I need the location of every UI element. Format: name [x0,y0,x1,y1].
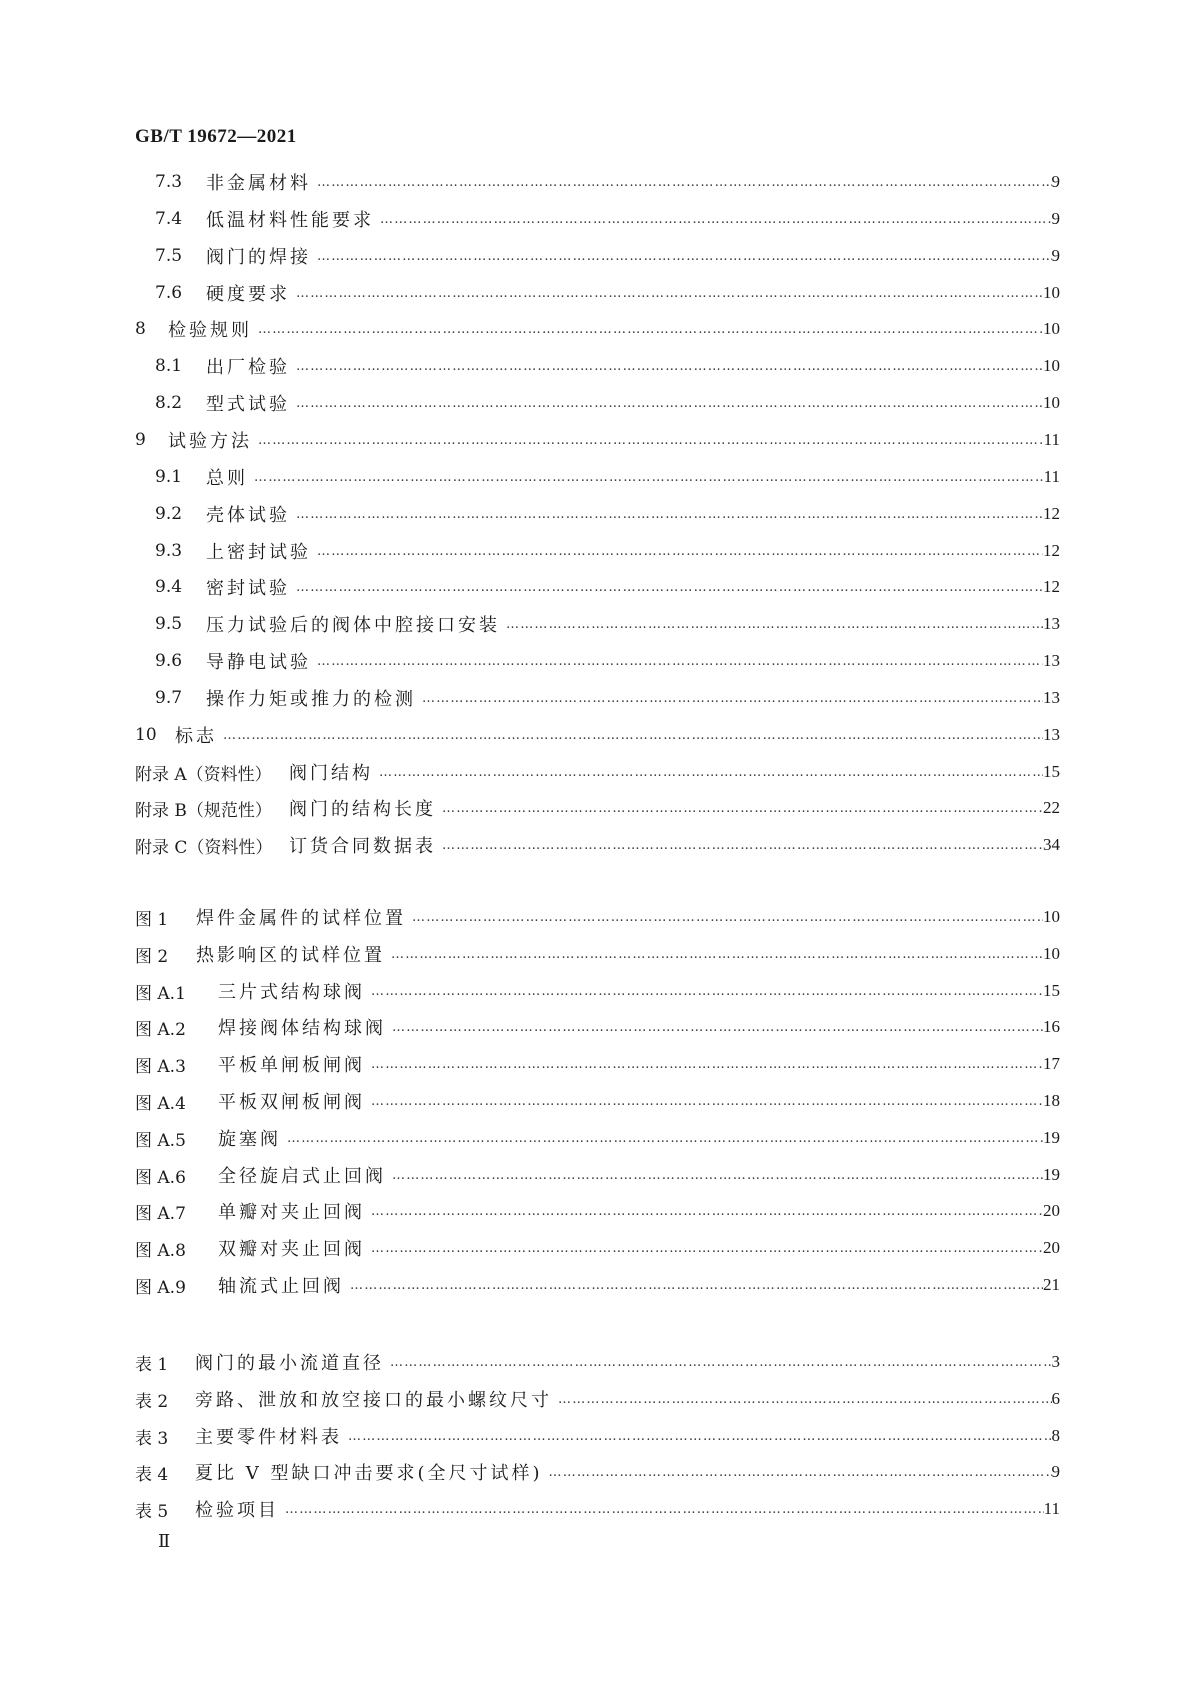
leader-dots [252,322,1043,337]
leader-dots [311,544,1043,559]
entry-number: 9.6 [155,651,183,671]
leader-dots [500,617,1043,632]
entry-number: 9.2 [155,504,183,524]
figure-entry[interactable] [135,1049,1060,1079]
leader-dots [311,175,1052,190]
entry-title: 夏比 V 型缺口冲击要求(全尺寸试样) [195,1463,543,1484]
figure-entry[interactable] [135,1233,1060,1263]
table-entry[interactable] [135,1457,1060,1487]
entry-title: 导静电试验 [206,652,311,673]
entry-page-number: 8 [1051,1426,1060,1445]
entry-title: 非金属材料 [206,173,311,194]
entry-title: 低温材料性能要求 [206,210,374,231]
entry-title: 平板双闸板闸阀 [218,1092,365,1113]
contents-entry[interactable] [155,351,1060,381]
figure-entry[interactable] [135,902,1060,932]
entry-page-number: 12 [1043,504,1060,523]
leader-dots [365,1057,1043,1072]
leader-dots [386,1020,1043,1035]
entry-number: 附录 B（规范性） [135,800,272,821]
entry-title: 检验项目 [195,1500,279,1521]
entry-title: 旁路、泄放和放空接口的最小螺纹尺寸 [195,1390,552,1411]
leader-dots [384,1355,1052,1370]
entry-page-number: 9 [1051,1462,1060,1481]
entry-title: 三片式结构球阀 [218,982,365,1003]
contents-entry[interactable] [155,499,1060,529]
entry-number: 9.3 [155,541,183,561]
contents-entry[interactable] [155,646,1060,676]
entry-page-number: 10 [1043,393,1060,412]
entry-number: 表 5 [135,1501,169,1522]
entry-page-number: 10 [1043,319,1060,338]
entry-number: 表 4 [135,1464,169,1485]
figure-entry[interactable] [135,976,1060,1006]
leader-dots [373,765,1043,780]
entry-number: 9.1 [155,467,183,487]
entry-page-number: 13 [1043,688,1060,707]
entry-number: 7.5 [155,246,183,266]
entry-page-number: 9 [1051,172,1060,191]
leader-dots [365,984,1043,999]
table-entry[interactable] [135,1421,1060,1451]
leader-dots [290,286,1043,301]
entry-title: 阀门的结构长度 [289,799,436,820]
entry-title: 焊接阀体结构球阀 [218,1018,386,1039]
contents-entry[interactable] [155,572,1060,602]
entry-page-number: 21 [1043,1275,1060,1294]
leader-dots [290,580,1043,595]
table-entry[interactable] [135,1384,1060,1414]
leader-dots [248,470,1044,485]
leader-dots [385,947,1043,962]
entry-page-number: 9 [1051,246,1060,265]
entry-number: 7.6 [155,283,183,303]
entry-number: 图 A.9 [135,1277,186,1298]
entry-number: 附录 A（资料性） [135,764,272,785]
entry-number: 7.3 [155,172,183,192]
standard-code: GB/T 19672—2021 [135,126,297,147]
entry-page-number: 20 [1043,1238,1060,1257]
figure-entry[interactable] [135,1270,1060,1300]
entry-number: 8.2 [155,393,183,413]
entry-title: 压力试验后的阀体中腔接口安装 [206,615,500,636]
entry-number: 表 1 [135,1354,169,1375]
entry-title: 壳体试验 [206,505,290,526]
contents-entry[interactable] [155,167,1060,197]
entry-number: 9.5 [155,614,183,634]
contents-entry[interactable] [155,683,1060,713]
contents-entry[interactable] [135,757,1060,787]
entry-number: 8 [135,319,146,339]
entry-number: 8.1 [155,356,183,376]
entry-page-number: 13 [1043,651,1060,670]
leader-dots [290,396,1043,411]
entry-page-number: 13 [1043,614,1060,633]
entry-page-number: 11 [1043,1499,1060,1518]
entry-number: 图 A.8 [135,1240,186,1261]
entry-number: 9.4 [155,577,183,597]
entry-page-number: 34 [1043,835,1060,854]
entry-page-number: 13 [1043,725,1060,744]
entry-page-number: 10 [1043,944,1060,963]
entry-title: 出厂检验 [206,357,290,378]
entry-title: 检验规则 [168,320,252,341]
leader-dots [290,507,1043,522]
leader-dots [290,359,1043,374]
contents-entry[interactable] [135,793,1060,823]
figure-entry[interactable] [135,1123,1060,1153]
entry-page-number: 18 [1043,1091,1060,1110]
contents-entry[interactable] [155,536,1060,566]
entry-page-number: 10 [1043,356,1060,375]
entry-title: 试验方法 [168,431,252,452]
entry-title: 密封试验 [206,578,290,599]
leader-dots [279,1502,1044,1517]
entry-page-number: 10 [1043,283,1060,302]
entry-title: 操作力矩或推力的检测 [206,689,416,710]
entry-number: 图 A.1 [135,983,186,1004]
leader-dots [416,691,1043,706]
page-number: Ⅱ [158,1531,171,1551]
contents-entry[interactable] [155,204,1060,234]
entry-number: 图 A.5 [135,1130,186,1151]
entry-title: 轴流式止回阀 [218,1276,344,1297]
table-entry[interactable] [135,1347,1060,1377]
entry-number: 10 [135,725,157,745]
entry-number: 7.4 [155,209,183,229]
contents-entry[interactable] [135,314,1060,344]
entry-number: 9.7 [155,688,183,708]
entry-page-number: 20 [1043,1201,1060,1220]
entry-page-number: 6 [1051,1389,1060,1408]
entry-page-number: 16 [1043,1017,1060,1036]
entry-page-number: 19 [1043,1165,1060,1184]
leader-dots [436,801,1043,816]
entry-number: 图 A.7 [135,1203,186,1224]
entry-page-number: 10 [1043,907,1060,926]
entry-title: 总则 [206,468,248,489]
leader-dots [311,249,1052,264]
leader-dots [311,654,1043,669]
entry-title: 单瓣对夹止回阀 [218,1202,365,1223]
entry-title: 双瓣对夹止回阀 [218,1239,365,1260]
contents-entry[interactable] [155,241,1060,271]
entry-page-number: 12 [1043,541,1060,560]
entry-page-number: 22 [1043,798,1060,817]
entry-number: 表 3 [135,1428,169,1449]
leader-dots [386,1168,1043,1183]
entry-title: 热影响区的试样位置 [196,945,385,966]
leader-dots [281,1131,1043,1146]
figure-entry[interactable] [135,1012,1060,1042]
leader-dots [252,433,1044,448]
entry-page-number: 3 [1051,1352,1060,1371]
leader-dots [374,212,1052,227]
leader-dots [543,1465,1052,1480]
contents-entry[interactable] [135,830,1060,860]
leader-dots [436,838,1043,853]
leader-dots [406,910,1043,925]
figure-entry[interactable] [135,1086,1060,1116]
entry-title: 上密封试验 [206,542,311,563]
entry-title: 阀门结构 [289,763,373,784]
entry-page-number: 9 [1051,209,1060,228]
table-entry[interactable] [135,1494,1060,1524]
entry-title: 订货合同数据表 [289,836,436,857]
contents-entry[interactable] [155,388,1060,418]
entry-title: 标志 [175,726,217,747]
leader-dots [365,1241,1043,1256]
entry-number: 附录 C（资料性） [135,837,273,858]
figure-entry[interactable] [135,939,1060,969]
entry-page-number: 11 [1043,467,1060,486]
figure-entry[interactable] [135,1160,1060,1190]
entry-title: 硬度要求 [206,284,290,305]
entry-number: 图 1 [135,909,169,930]
contents-entry[interactable] [155,278,1060,308]
leader-dots [217,728,1043,743]
entry-title: 型式试验 [206,394,290,415]
contents-entry[interactable] [135,720,1060,750]
entry-page-number: 19 [1043,1128,1060,1147]
entry-page-number: 15 [1043,762,1060,781]
leader-dots [344,1278,1043,1293]
contents-entry[interactable] [155,462,1060,492]
entry-number: 图 A.2 [135,1019,186,1040]
leader-dots [342,1429,1052,1444]
entry-number: 图 2 [135,946,169,967]
contents-entry[interactable] [135,425,1060,455]
entry-page-number: 11 [1043,430,1060,449]
leader-dots [552,1392,1052,1407]
entry-page-number: 15 [1043,981,1060,1000]
entry-page-number: 17 [1043,1054,1060,1073]
entry-title: 阀门的最小流道直径 [195,1353,384,1374]
entry-title: 平板单闸板闸阀 [218,1055,365,1076]
entry-title: 旋塞阀 [218,1129,281,1150]
figure-entry[interactable] [135,1196,1060,1226]
leader-dots [365,1094,1043,1109]
entry-title: 阀门的焊接 [206,247,311,268]
entry-number: 图 A.4 [135,1093,186,1114]
entry-title: 主要零件材料表 [195,1427,342,1448]
entry-number: 图 A.3 [135,1056,186,1077]
leader-dots [365,1204,1043,1219]
entry-number: 表 2 [135,1391,169,1412]
entry-page-number: 12 [1043,577,1060,596]
contents-entry[interactable] [155,609,1060,639]
entry-number: 9 [135,430,146,450]
entry-number: 图 A.6 [135,1167,186,1188]
entry-title: 全径旋启式止回阀 [218,1166,386,1187]
entry-title: 焊件金属件的试样位置 [196,908,406,929]
